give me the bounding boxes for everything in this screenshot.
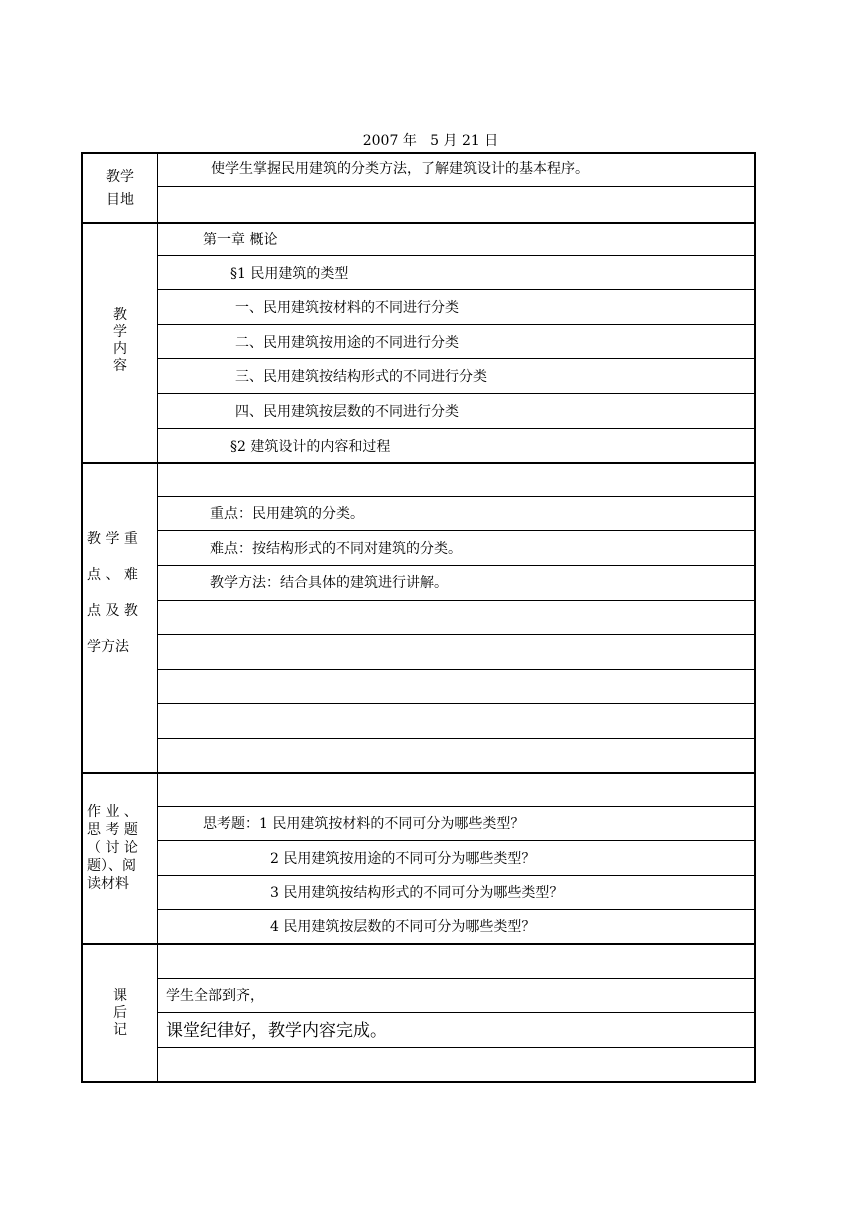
notes-label-line: 后 bbox=[113, 1005, 127, 1021]
key-points-label-line: 学方法 bbox=[87, 639, 129, 655]
homework-label-line: 作 业 、 bbox=[87, 804, 138, 820]
content-item: 三、民用建筑按结构形式的不同进行分类 bbox=[235, 369, 487, 385]
row-line bbox=[158, 875, 755, 876]
objective-text: 使学生掌握民用建筑的分类方法，了解建筑设计的基本程序。 bbox=[211, 161, 589, 177]
row-line bbox=[158, 530, 755, 531]
row-line bbox=[158, 255, 755, 256]
row-line bbox=[158, 909, 755, 910]
notes-item: 学生全部到齐， bbox=[166, 988, 264, 1004]
notes-label-line: 记 bbox=[113, 1022, 127, 1038]
content-item: 一、民用建筑按材料的不同进行分类 bbox=[235, 300, 459, 316]
row-line bbox=[158, 703, 755, 704]
row-line bbox=[158, 669, 755, 670]
key-point-item: 教学方法：结合具体的建筑进行讲解。 bbox=[210, 575, 448, 591]
row-line bbox=[158, 428, 755, 429]
objective-label-text: 教学目地 bbox=[106, 169, 134, 208]
key-points-label-line: 教 学 重 bbox=[87, 531, 138, 547]
row-line bbox=[158, 565, 755, 566]
homework-item: 思考题：1 民用建筑按材料的不同可分为哪些类型？ bbox=[203, 816, 525, 832]
section-separator bbox=[82, 462, 755, 464]
section-separator bbox=[82, 772, 755, 774]
row-line bbox=[158, 978, 755, 979]
objective-label bbox=[83, 166, 157, 212]
row-line bbox=[158, 806, 755, 807]
row-line bbox=[158, 1047, 755, 1048]
notes-label-line: 课 bbox=[113, 988, 127, 1004]
homework-label-line: 思 考 题 bbox=[87, 822, 138, 838]
content-item: §2 建筑设计的内容和过程 bbox=[230, 439, 391, 455]
homework-item: 4 民用建筑按层数的不同可分为哪些类型？ bbox=[270, 919, 536, 935]
row-line bbox=[158, 600, 755, 601]
homework-item: 2 民用建筑按用途的不同可分为哪些类型？ bbox=[270, 851, 536, 867]
row-line bbox=[158, 186, 755, 187]
row-line bbox=[158, 634, 755, 635]
section-separator bbox=[82, 943, 755, 945]
lesson-date: 2007 年 5 月 21 日 bbox=[362, 133, 499, 149]
homework-label bbox=[87, 803, 153, 893]
notes-label bbox=[83, 988, 157, 1039]
row-line bbox=[158, 496, 755, 497]
key-points-label-line: 点 及 教 bbox=[87, 603, 138, 619]
row-line bbox=[158, 324, 755, 325]
homework-item: 3 民用建筑按结构形式的不同可分为哪些类型？ bbox=[270, 885, 564, 901]
key-points-label bbox=[87, 530, 153, 656]
content-label-text: 教学内容 bbox=[113, 307, 127, 374]
row-line bbox=[158, 289, 755, 290]
content-item: §1 民用建筑的类型 bbox=[230, 266, 349, 282]
content-label bbox=[83, 307, 157, 375]
row-line bbox=[158, 840, 755, 841]
key-point-item: 重点：民用建筑的分类。 bbox=[210, 506, 364, 522]
content-item: 二、民用建筑按用途的不同进行分类 bbox=[235, 335, 459, 351]
homework-label-line: （ 讨 论 bbox=[87, 840, 138, 856]
content-item: 四、民用建筑按层数的不同进行分类 bbox=[235, 404, 459, 420]
homework-label-line: 题）、阅 bbox=[87, 858, 136, 874]
row-line bbox=[158, 1012, 755, 1013]
homework-label-line: 读材料 bbox=[87, 876, 129, 892]
section-separator bbox=[82, 222, 755, 224]
key-point-item: 难点：按结构形式的不同对建筑的分类。 bbox=[210, 541, 462, 557]
row-line bbox=[158, 738, 755, 739]
key-points-label-line: 点 、 难 bbox=[87, 567, 138, 583]
content-item: 第一章 概论 bbox=[203, 232, 278, 248]
row-line bbox=[158, 393, 755, 394]
row-line bbox=[158, 358, 755, 359]
notes-item: 课堂纪律好，教学内容完成。 bbox=[166, 1021, 387, 1041]
